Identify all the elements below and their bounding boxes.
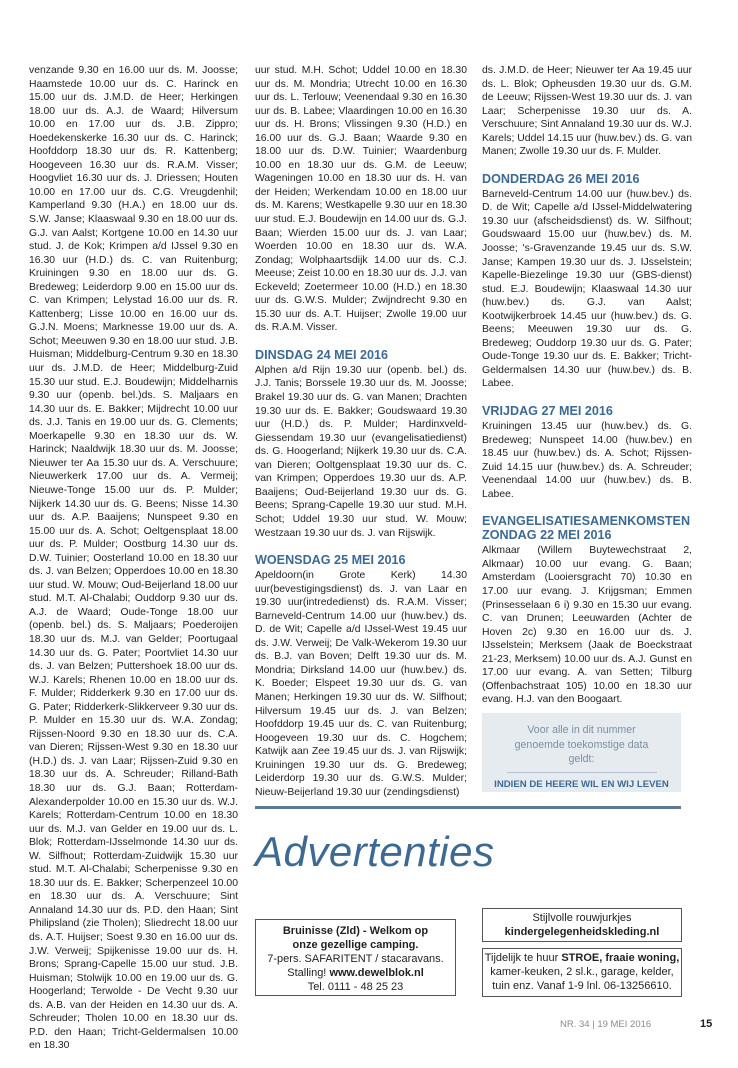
heading-evangelisatie-line2: ZONDAG 22 MEI 2016 xyxy=(482,528,612,543)
donderdag-text: Barneveld-Centrum 14.00 uur (huw.bev.) ds. D. de Wit; Capelle a/d IJssel-Middelwatering 19.30 uur (afscheidsdienst) ds. W. Silfhout; Goudswaard 15.00 uur (huw.bev.) ds. M. Joosse; 's-Gravenzande 19.45 uur ds. S.W. Janse; Kampen 19.30 uur ds. J. IJsselstein; Kapelle-Biezelinge 19.30 uur (GBS-dienst) stud. E.J. Boudewijn; Klaaswaal 14.30 uur (huw.bev.) ds. G.J. van Aalst; Kootwijkerbroek 14.45 uur (huw.bev.) ds. G. Beens; Meeuwen 19.30 uur ds. G. Bredeweg; Ouddorp 19.30 uur ds. G. Pater; Oude-Tonge 19.30 uur ds. E. Bakker; Tricht-Geldermalsen 14.30 uur (huw.bev.) ds. B. Labee. xyxy=(482,188,692,390)
column-1 xyxy=(29,64,238,1053)
section-divider xyxy=(255,806,681,809)
advertenties-title: Advertenties xyxy=(255,828,495,875)
footer-issue: NR. 34 | 19 MEI 2016 xyxy=(560,1019,652,1030)
ad-rouwjurkjes xyxy=(482,908,682,942)
ad-woning-rest: kamer-keuken, 2 sl.k., garage, kelder, tuin enz. Vanaf 1-9 lnl. 06-13256610. xyxy=(490,966,674,992)
heading-evangelisatie-line1: EVANGELISATIESAMENKOMSTEN xyxy=(482,514,691,529)
ad-camping-stalling: Stalling! xyxy=(287,967,330,979)
column-3 xyxy=(482,64,692,707)
ad-camping-headline: Bruinisse (Zld) - Welkom op onze gezellige camping. xyxy=(282,925,429,951)
ad-camping-phone: Tel. 0111 - 48 25 23 xyxy=(307,981,404,993)
ad-rouwjurkjes-line1: Stijlvolle rouwjurkjes xyxy=(532,912,632,924)
ad-camping-line2 xyxy=(256,966,455,980)
heading-dinsdag: DINSDAG 24 MEI 2016 xyxy=(255,347,388,362)
callout-box xyxy=(482,713,681,792)
callout-bold: INDIEN DE HEERE WIL EN WIJ LEVEN xyxy=(494,778,669,790)
ad-camping-link[interactable]: www.dewelblok.nl xyxy=(329,967,424,979)
heading-woensdag: WOENSDAG 25 MEI 2016 xyxy=(255,553,406,568)
ad-woning-bold: STROE, fraaie woning, xyxy=(561,952,680,964)
heading-evangelisatie xyxy=(482,514,692,542)
woensdag-continued: ds. J.M.D. de Heer; Nieuwer ter Aa 19.45 uur ds. L. Blok; Opheusden 19.30 uur ds. G.M. de Leeuw; Rijssen-West 19.30 uur ds. J. van Laar; Scherpenisse 19.30 uur ds. A. Verschuure; Sint Annaland 19.30 uur ds. W.J. Karels; Uddel 14.15 uur (huw.bev.) ds. G. van Manen; Zwolle 19.30 uur ds. F. Mulder. xyxy=(482,65,692,158)
column-2 xyxy=(255,64,467,799)
page-number: 15 xyxy=(700,1018,713,1030)
dinsdag-text: Alphen a/d Rijn 19.30 uur (openb. bel.) ds. J.J. Tanis; Borssele 19.30 uur ds. M. Joosse; Brakel 19.30 uur ds. G. van Manen; Drachten 19.30 uur ds. E. Bakker; Goudswaard 19.30 uur (H.D.) ds. P. Mulder; Hardinxveld-Giessendam 19.30 uur (evangelisatiedienst) ds. G. Hoogerland; Nijkerk 19.30 uur ds. C.A. van Dieren; Ooltgensplaat 19.30 uur ds. C. van Krimpen; Opperdoes 19.30 uur ds. A.P. Baaijens; Oud-Beijerland 19.30 uur ds. G. Beens; Sprang-Capelle 19.30 uur stud. M.H. Schot; Uddel 19.30 uur stud. W. Mouw; Westzaan 19.30 uur ds. J. van Rijswijk. xyxy=(255,364,467,539)
callout-text: Voor alle in dit nummer genoemde toekomstige data geldt: xyxy=(514,724,649,765)
kerkdiensten-continued: uur stud. M.H. Schot; Uddel 10.00 en 18.30 uur ds. M. Mondria; Utrecht 10.00 en 16.30 uur ds. L. Terlouw; Veenendaal 9.30 en 16.30 uur ds. B. Labee; Vlaardingen 10.00 en 16.30 uur ds. H. Brons; Vlissingen 9.30 (H.D.) en 16.00 uur ds. G.J. Baan; Waarde 9.30 en 18.00 uur ds. D.W. Tuinier; Waardenburg 10.00 en 18.30 uur ds. G.M. de Leeuw; Wageningen 10.00 en 18.30 uur ds. H. van der Heiden; Werkendam 10.00 en 18.00 uur ds. M. Karens; Westkapelle 9.30 uur en 18.30 uur stud. E.J. Boudewijn en 14.00 uur ds. G.J. Baan; Wierden 15.00 uur ds. J. van Laar; Woerden 10.00 en 18.30 uur ds. W.A. Zondag; Wolphaartsdijk 14.00 uur ds. C.J. Meeuse; Zeist 10.00 en 18.30 uur ds. J.J. van Eckeveld; Zoetermeer 10.00 (H.D.) en 18.30 uur ds. G.W.S. Mulder; Zwijndrecht 9.30 en 15.30 uur ds. A.T. Huijser; Zwolle 19.00 uur ds. R.A.M. Visser. xyxy=(255,65,467,334)
ad-woning xyxy=(482,948,682,997)
callout-divider xyxy=(507,772,657,773)
kerkdiensten-text: venzande 9.30 en 16.00 uur ds. M. Joosse; Haamstede 10.00 uur ds. C. Harinck en 15.00 uur ds. J.M.D. de Heer; Herkingen 18.00 uur ds. A.J. de Waard; Hilversum 10.00 en 17.00 uur ds. J.B. Zippro; Hoedekenskerke 16.30 uur ds. C. Harinck; Hoofddorp 18.30 uur ds. R. Kattenberg; Hoogeveen 16.30 uur ds. R.A.M. Visser; Hoogvliet 16.30 uur ds. J. Driessen; Houten 10.00 en 17.00 uur ds. C.G. Vreugdenhil; Kamperland 9.30 (H.A.) en 18.00 uur ds. S.W. Janse; Klaaswaal 9.30 en 18.00 uur ds. G.J. van Aalst; Kortgene 10.00 en 14.30 uur stud. J. de Kok; Krimpen a/d IJssel 9.30 en 16.30 uur (H.D.) ds. C. van Ruitenburg; Kruiningen 9.30 en 18.00 uur ds. G. Bredeweg; Leiderdorp 9.00 en 15.00 uur ds. C. van Krimpen; Lelystad 16.00 uur ds. R. Kattenberg; Lisse 10.00 en 16.00 uur ds. G.J.N. Moens; Marknesse 19.00 uur ds. A. Schot; Meeuwen 9.30 en 18.00 uur stud. J.B. Huisman; Middelburg-Centrum 9.30 en 18.30 uur ds. J.M.D. de Heer; Middelburg-Zuid 15.30 uur stud. E.J. Boudewijn; Middelharnis 9.30 uur (openb. bel.)ds. S. Maljaars en 14.30 uur ds. E. Bakker; Mijdrecht 10.00 uur ds. J.J. Tanis en 19.00 uur ds. G. Clements; Moerkapelle 9.30 en 18.30 uur ds. W. Harinck; Naaldwijk 18.30 uur ds. M. Joosse; Nieuwer ter Aa 15.30 uur ds. A. Verschuure; Nieuwerkerk 17.00 uur ds. A. Vermeij; Nieuwe-Tonge 15.00 uur ds. P. Mulder; Nijkerk 14.30 uur ds. G. Beens; Nisse 14.30 uur ds. A.P. Baaijens; Nunspeet 9.30 en 15.00 uur ds. A. Schot; Oeltgensplaat 18.00 uur ds. P. Mulder; Oostburg 14.30 uur ds. D.W. Tuinier; Oosterland 10.00 en 18.30 uur ds. J. van Belzen; Opperdoes 10.00 en 18.30 uur stud. W. Mouw; Oud-Beijerland 18.00 uur stud. M.T. Al-Chalabi; Ouddorp 9.30 uur ds. A.J. de Waard; Oude-Tonge 18.00 uur (openb. bel.) ds. S. Maljaars; Poederoijen 18.30 uur ds. M.J. van Gelder; Poortugaal 14.30 uur ds. G. Pater; Poortvliet 14.30 uur ds. J. van Belzen; Puttershoek 18.00 uur ds. W.J. Karels; Rhenen 10.00 en 18.00 uur ds. F. Mulder; Ridderkerk 9.30 en 17.00 uur ds. G. Pater; Ridderkerk-Slikkerveer 9.30 uur ds. P. Mulder en 15.30 uur ds. W.A. Zondag; Rijssen-Noord 9.30 en 18.30 uur ds. C.A. van Dieren; Rijssen-West 9.30 en 18.30 uur (H.D.) ds. J. van Laar; Rijssen-Zuid 9.30 en 18.30 uur ds. A. Schreuder; Rilland-Bath 18.30 uur ds. G.J. Baan; Rotterdam-Alexanderpolder 10.00 en 15.30 uur ds. W.J. Karels; Rotterdam-Centrum 10.00 en 18.30 uur ds. M.J. van Gelder en 19.00 uur ds. L. Blok; Rotterdam-IJsselmonde 14.30 uur ds. W. Silfhout; Rotterdam-Zuidwijk 15.30 uur stud. M.T. Al-Chalabi; Scherpenisse 9.30 en 18.30 uur ds. E. Bakker; Scherpenzeel 10.00 en 18.30 uur ds. A. Verschuure; Sint Annaland 14.30 uur ds. P.D. den Haan; Sint Philipsland (zie Tholen); Sliedrecht 18.00 uur ds. A.T. Huijser; Soest 9.30 en 16.00 uur ds. J.W. Verweij; Spijkenisse 19.00 uur ds. H. Brons; Sprang-Capelle 15.00 uur stud. J.B. Huisman; Stolwijk 10.00 en 19.00 uur ds. G. Hoogerland; Terwolde - De Vecht 9.30 uur ds. A.B. van der Heiden en 14.30 uur ds. A. Schreuder; Tholen 10.00 en 18.30 uur ds. P.D. den Haan; Tricht-Geldermalsen 10.00 en 18.30 xyxy=(29,65,238,1052)
woensdag-text: Apeldoorn(in Grote Kerk) 14.30 uur(bevestigingsdienst) ds. J. van Laar en 19.30 uur(intrededienst) ds. R.A.M. Visser; Barneveld-Centrum 14.00 uur (huw.bev.) ds. D. de Wit; Capelle a/d IJssel-West 19.45 uur ds. J.W. Verweij; De Valk-Wekerom 19.30 uur ds. B.J. van Boven; Delft 19.30 uur ds. M. Mondria; Dirksland 14.00 uur (huw.bev.) ds. K. Boeder; Elspeet 19.30 uur ds. G. van Manen; Herkingen 19.30 uur ds. W. Silfhout; Hilversum 19.45 uur ds. J. van Belzen; Hoofddorp 19.45 uur ds. C. van Ruitenburg; Hoogeveen 19.30 uur ds. C. Hogchem; Katwijk aan Zee 19.45 uur ds. J. van Rijswijk; Kruiningen 19.30 uur ds. G. Bredeweg; Leiderdorp 19.30 uur ds. G.W.S. Mulder; Nieuw-Beijerland 19.30 uur (zendingsdienst) xyxy=(255,570,467,798)
footer xyxy=(560,1018,713,1030)
ad-rouwjurkjes-link[interactable]: kindergelegenheidskleding.nl xyxy=(504,926,660,938)
heading-vrijdag: VRIJDAG 27 MEI 2016 xyxy=(482,404,613,419)
ad-camping-line1: 7-pers. SAFARITENT / stacaravans. xyxy=(267,953,444,965)
ad-camping xyxy=(255,919,456,996)
heading-donderdag: DONDERDAG 26 MEI 2016 xyxy=(482,171,640,186)
ad-woning-pre: Tijdelijk te huur xyxy=(484,952,562,964)
vrijdag-text: Kruiningen 13.45 uur (huw.bev.) ds. G. Bredeweg; Nunspeet 14.00 (huw.bev.) en 18.45 uur (huw.bev.) ds. A. Schot; Rijssen-Zuid 14.15 uur (huw.bev.) ds. A. Schreuder; Veenendaal 14.00 uur (huw.bev.) ds. B. Labee. xyxy=(482,421,692,500)
evangelisatie-text: Alkmaar (Willem Buytewechstraat 2, Alkmaar) 10.00 uur evang. G. Baan; Amsterdam (Looiersgracht 70) 10.30 en 17.00 uur evang. J. Krijgsman; Emmen (Prinsesselaan 6 i) 9.30 en 15.30 uur evang. C. van Drunen; Leeuwarden (Achter de Hoven 2c) 9.30 en 16.00 uur ds. J. IJsselstein; Merksem (Jaak de Boeckstraat 21-23, Merksem) 10.00 uur ds. A.J. Gunst en 17.00 uur evang. A. van Setten; Tilburg (Offenbachstraat 105) 10.00 en 18.30 uur evang. H.J. van den Boogaart. xyxy=(482,545,692,706)
